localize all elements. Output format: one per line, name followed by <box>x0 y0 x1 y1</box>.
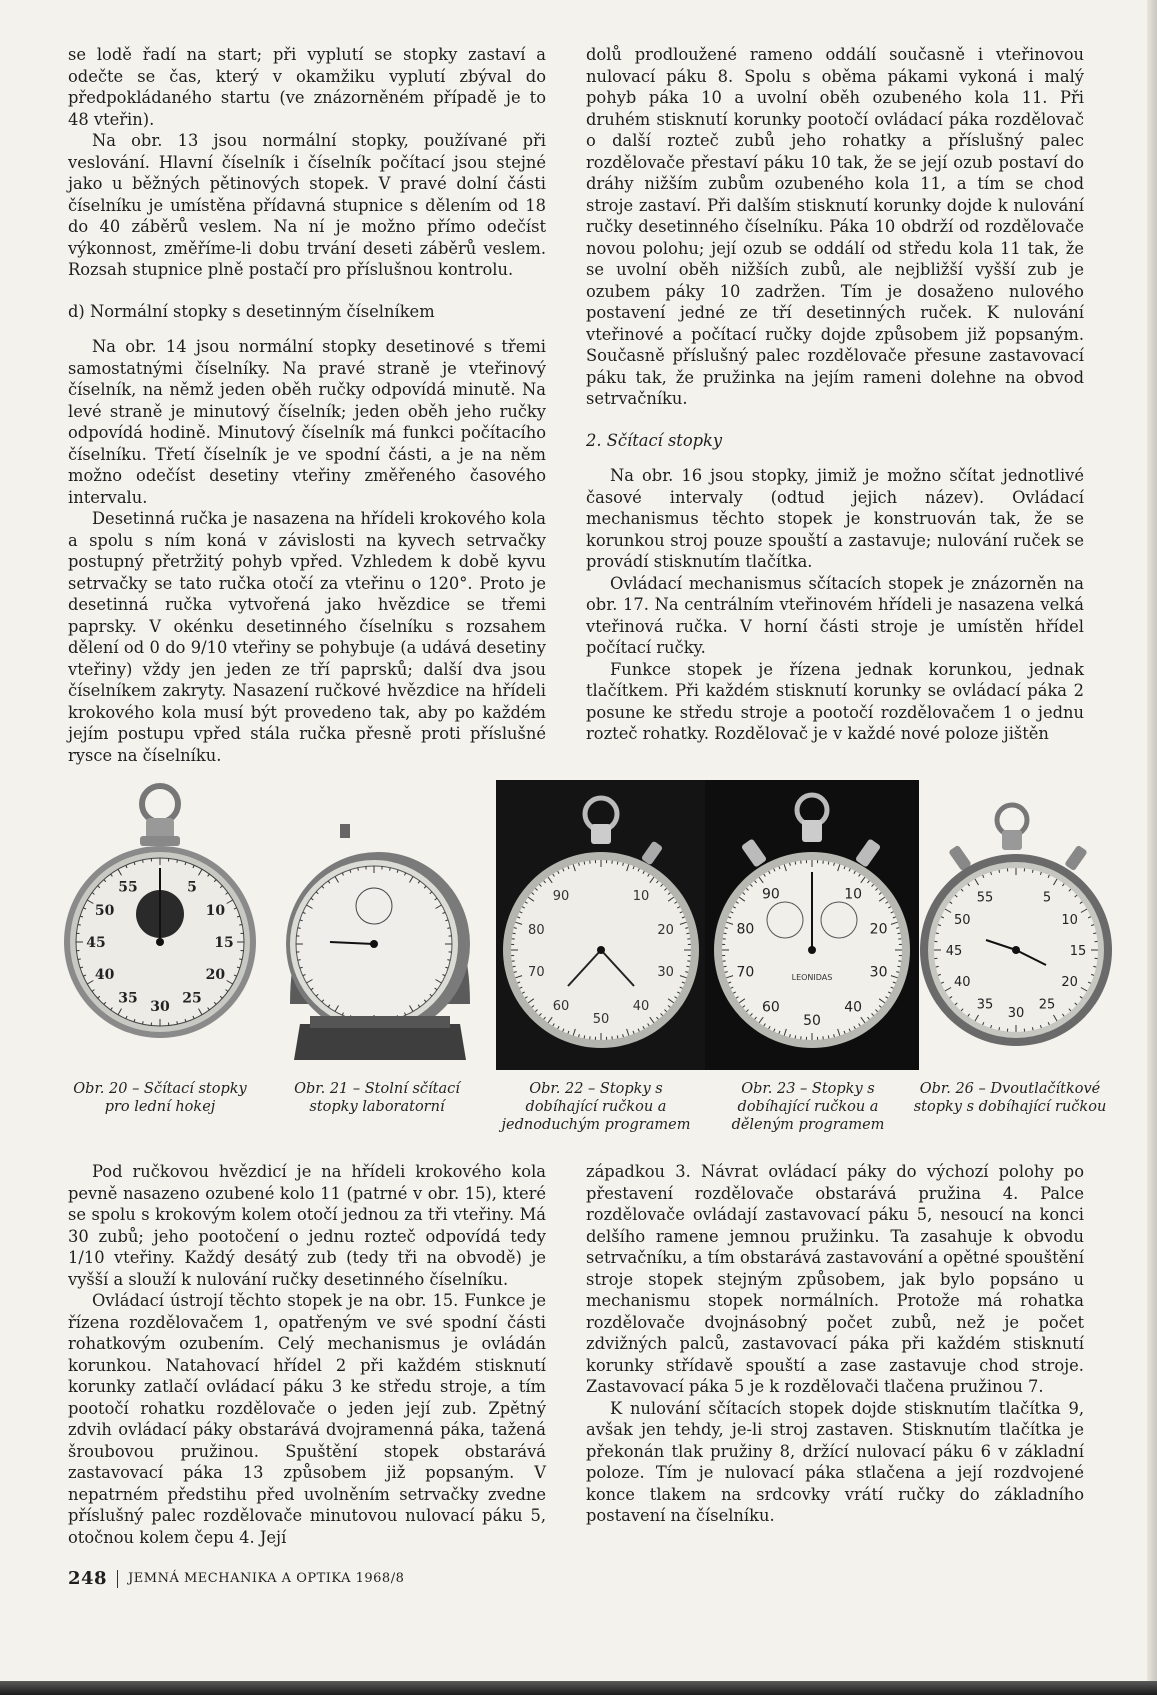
section-heading-2: 2. Sčítací stopky <box>586 430 723 450</box>
dial-numeral: 10 <box>1061 913 1078 928</box>
dial-numeral: 30 <box>657 965 674 981</box>
dial-numeral: 40 <box>94 967 115 983</box>
page-footer <box>68 1568 404 1589</box>
dial-tick <box>390 868 391 871</box>
dial-numeral: 45 <box>86 935 106 951</box>
dial-tick <box>177 1021 178 1024</box>
paragraph: západkou 3. Návrat ovládací páky do výchozí polohy po přestavení rozdělovače obstarává pružina 4. Palce rozdělovače ovládají zastavovací páku 5, nesoucí na konci delšího ramene jemnou pružinku. Ta zasahuje k obvodu setrvačníku, a tím obstarává zastavování a opětné spouštění stroje stopek stejným způsobem, jak bylo popsáno u mechanismu stopek normálních. Protože má rohatka rozdělovače dvojnásobný počet zubů, než je počet zdvižných palců, zastavovací páka při každém stisknutí korunky střídavě spouští a zase zastavuje chod stroje. Zastavovací páka 5 je k rozdělovači tlačena pružinou 7. <box>586 1162 1084 1396</box>
dial-tick <box>298 928 301 929</box>
dial-tick <box>999 870 1000 873</box>
dial-numeral: 80 <box>736 921 755 938</box>
text-column-top-right <box>586 44 1084 745</box>
dial-numeral: 90 <box>552 888 570 904</box>
dial-numeral: 60 <box>761 999 780 1016</box>
dial-numeral: 55 <box>976 890 994 906</box>
dial-tick <box>795 1035 796 1038</box>
paragraph: Ovládací ústrojí těchto stopek je na obr. 15. Funkce je řízena rozdělovačem 1, opatřeným ve své spodní části rohatkovým ozubením. Celý mechanismus je ovládán korunkou. Natahovací hřídel 2 při každém stisknutí korunky zatlačí ovládací páku 3 ke středu stroje, a tím pootočí rohatku rozdělovače o jeden její zub. Zpětný zdvih ovládací páky obstarává dvojramenná páka, tažená šroubovou pružinou. Spuštění stopek obstarává zastavovací páka 13 způsobem již popsaným. V nepatrném předstihu před uvolněním setrvačky zvedne příslušný palec rozdělovače minutovou nulovací páku 5, otočnou kolem čepu 4. Její <box>68 1291 546 1547</box>
table-stopwatch-photo-21 <box>270 824 480 1062</box>
dial-numeral: 20 <box>205 967 226 983</box>
paragraph: Pod ručkovou hvězdicí je na hřídeli krokového kola pevně nasazeno ozubené kolo 11 (patrné v obr. 15), které se spolu s krokovým kolem otočí jednou za tři vteřiny. Má 30 zubů; jeho pootočení o jednu rozteč odpovídá tedy 1/10 vteřiny. Každý desátý zub (tedy tři na obvodě) je vyšší a slouží k nulování ručky desetinného číselníku. <box>68 1162 546 1289</box>
dial-tick <box>999 1027 1000 1030</box>
dial-tick <box>897 933 900 934</box>
section-heading-d: d) Normální stopky s desetinným číselníkem <box>68 301 435 321</box>
figure-caption-26: Obr. 26 – Dvoutlačítkové stopky s dobíhající ručkou <box>913 1081 1107 1115</box>
dial-numeral: 50 <box>954 913 971 928</box>
figure-caption-20: Obr. 20 – Sčítací stopky pro lední hokej <box>73 1081 247 1115</box>
dial-tick <box>177 860 178 863</box>
dial-tick <box>447 928 450 929</box>
dial-numeral: 20 <box>869 921 888 938</box>
dial-tick <box>513 966 516 967</box>
dial-tick <box>239 925 242 926</box>
paragraph: Ovládací mechanismus sčítacích stopek je znázorněn na obr. 17. Na centrálním vteřinovém hřídeli je nasazena velká vteřinová ručka. V horní části stroje je umístěn hřídel počítací ručky. <box>586 573 1084 657</box>
dial-numeral: 45 <box>945 944 963 959</box>
dial-tick <box>795 862 796 865</box>
text-column-bottom-right <box>586 1161 1084 1527</box>
dial-tick <box>617 1035 618 1038</box>
dial-tick <box>239 959 242 960</box>
dial-tick <box>78 925 81 926</box>
stopwatch-photo-23 <box>705 780 919 1070</box>
dial-numeral: 15 <box>1069 944 1087 959</box>
paragraph: Desetinná ručka je nasazena na hřídeli krokového kola a spolu s ním koná v závislosti na kyvech setrvačky postupný přetržitý pohyb vpřed. Vzhledem k době kyvu setrvačky se tato ručka otočí za vteřinu o 120°. Proto je desetinná ručka vytvořená jako hvězdice se třemi paprsky. V okénku desetinného číselníku s rozsahem dělení od 0 do 9/10 vteřiny se pohybuje (a udává desetiny vteřiny) vždy jen jeden ze tří paprsků; další dva jsou číselníkem zakryty. Nasazení ručkové hvězdice na hřídeli krokového kola musí být provedeno tak, aby po každém jejím postupu vpřed stála ručka přesně proti příslušné rysce na číselníku. <box>68 509 546 765</box>
paragraph: Na obr. 16 jsou stopky, jimiž je možno sčítat jednotlivé časové intervaly (odtud jejich název). Ovládací mechanismus těchto stopek je konstruován tak, že se korunkou stroj pouze spouští a zastavuje; nulování ruček se provádí stisknutím tlačítka. <box>586 466 1084 571</box>
footer-divider <box>117 1570 118 1588</box>
dial-numeral: 40 <box>632 999 650 1015</box>
dial-numeral: 70 <box>528 965 545 981</box>
dial-numeral: 50 <box>803 1013 821 1029</box>
dial-numeral: 5 <box>187 879 197 896</box>
photo-strip <box>60 780 1090 1070</box>
paragraph: dolů prodloužené rameno oddálí současně i vteřinovou nulovací páku 8. Spolu s oběma pákami vykoná i malý pohyb páka 10 a uvolní oběh ozubeného kola 11. Při druhém stisknutí korunky pootočí ovládací páka rozdělovač o další rozteč zubů jeho rohatky a příslušný palec rozdělovače přestaví páku 10 tak, že se její ozub postaví do dráhy nižším zubům ozubeného kola 11, a tím se chod stroje zastaví. Při dalším stisknutí korunky dojde k nulování ručky desetinného číselníku. Páka 10 obdrží od rozdělovače novou polohu; její ozub se oddálí od středu kola 11 tak, že se uvolní oběh nižších zubů, ale nejbližší vyšší zub je ozubem páky 10 zadržen. Tím je dosaženo nulového postavení jedné ze tří desetinných ruček. K nulování vteřinové a počítací ručky dojde způsobem již popsaným. Současně příslušný palec rozdělovače přesune zastavovací páku tak, že pružinka na jejím rameni dolehne na obvod setrvačníku. <box>586 45 1084 408</box>
dial-numeral: 40 <box>844 999 863 1016</box>
dial-numeral: 50 <box>94 903 115 919</box>
dial-numeral: 90 <box>761 886 780 903</box>
dial-tick <box>897 966 900 967</box>
dial-tick <box>584 862 585 865</box>
dial-numeral: 10 <box>844 886 863 903</box>
paragraph: K nulování sčítacích stopek dojde stisknutím tlačítka 9, avšak jen tehdy, je-li stroj zastaven. Stisknutím tlačítka je překonán tlak pružiny 8, držící nulovací páku 6 v základní poloze. Tím je nulovací páka stlačena a její rozdvojené konce tlakem na srdcovky vrátí ručky do základního postavení na číselníku. <box>586 1398 1084 1525</box>
dial-tick <box>143 860 144 863</box>
dial-numeral: 40 <box>954 975 971 990</box>
stopwatch-photo-22 <box>496 780 707 1070</box>
dial-numeral: 20 <box>657 922 674 938</box>
dial-tick <box>298 960 301 961</box>
dial-tick <box>143 1021 144 1024</box>
dial-numeral: 30 <box>1007 1006 1025 1021</box>
dial-numeral: 50 <box>592 1012 610 1027</box>
dial-numeral: 55 <box>118 879 138 896</box>
paragraph: Funkce stopek je řízena jednak korunkou, jednak tlačítkem. Při každém stisknutí korunky se ovládací páka 2 posune ke středu stroje a pootočí rozdělovačem 1 o jednu rozteč rohatky. Rozdělovač je v každé nové poloze jištěn <box>586 659 1084 743</box>
dial-tick <box>1032 870 1033 873</box>
dial-numeral: 5 <box>1042 890 1052 906</box>
paragraph: Na obr. 13 jsou normální stopky, používané při veslování. Hlavní číselník i číselník počítací jsou stejné jako u běžných pětinových stopek. V pravé dolní části číselníku je umístěna přídavná stupnice s dělením od 18 do 40 záběrů veslem. Na ní je možno přímo odečíst výkonnost, změříme-li dobu trvání deseti záběrů veslem. Rozsah stupnice plně postačí pro příslušnou kontrolu. <box>68 131 546 279</box>
dial-numeral: 70 <box>736 964 755 981</box>
dial-tick <box>584 1035 585 1038</box>
dial-numeral: 20 <box>1061 975 1078 990</box>
dial-numeral: 25 <box>182 990 202 1007</box>
dial-tick <box>828 1035 829 1038</box>
dial-numeral: 35 <box>976 997 994 1013</box>
dial-numeral: 15 <box>214 935 234 951</box>
figure-caption-22: Obr. 22 – Stopky s dobíhající ručkou a jednoduchým programem <box>501 1081 691 1133</box>
dial-numeral: 10 <box>632 888 650 904</box>
dial-tick <box>1093 933 1096 934</box>
page-number: 248 <box>68 1568 108 1589</box>
dial-tick <box>1093 966 1096 967</box>
dial-numeral: 60 <box>552 999 570 1015</box>
text-column-bottom-left <box>68 1161 546 1548</box>
dial-numeral: 30 <box>869 964 888 981</box>
figure-caption-21: Obr. 21 – Stolní sčítací stopky laboratorní <box>294 1081 460 1115</box>
dial-tick <box>358 868 359 871</box>
paragraph: se lodě řadí na start; při vyplutí se stopky zastaví a odečte se čas, který v okamžiku vyplutí zbýval do předpokládaného startu (ve znázorněném případě je to 48 vteřin). <box>68 45 546 129</box>
dial-numeral: 10 <box>205 903 226 919</box>
journal-title: JEMNÁ MECHANIKA A OPTIKA 1968/8 <box>128 1571 405 1586</box>
dial-tick <box>617 862 618 865</box>
figure-caption-23: Obr. 23 – Stopky s dobíhající ručkou a děleným programem <box>731 1081 885 1133</box>
dial-tick <box>78 959 81 960</box>
page-edge-shadow <box>1147 0 1157 1695</box>
dial-tick <box>1032 1027 1033 1030</box>
dial-numeral: 25 <box>1038 997 1056 1013</box>
stopwatch-photo-26 <box>920 790 1120 1060</box>
stopwatch-photo-20 <box>60 782 260 1058</box>
dial-tick <box>686 966 689 967</box>
scan-bottom-edge <box>0 1681 1157 1695</box>
dial-tick <box>686 933 689 934</box>
dial-numeral: 35 <box>118 990 138 1007</box>
dial-numeral: 30 <box>150 999 170 1015</box>
dial-tick <box>724 966 727 967</box>
dial-tick <box>936 933 939 934</box>
text-column-top-left <box>68 44 546 766</box>
paragraph: Na obr. 14 jsou normální stopky desetinové s třemi samostatnými číselníky. Na pravé straně je vteřinový číselník, na němž jeden oběh ručky odpovídá minutě. Na levé straně je minutový číselník; jeden oběh jeho ručky odpovídá hodině. Minutový číselník má funkci počítacího číselníku. Třetí číselník je ve spodní části, a je na něm možno odečíst desetiny vteřiny změřeného časového intervalu. <box>68 337 546 507</box>
dial-tick <box>724 933 727 934</box>
dial-numeral: 80 <box>528 922 545 938</box>
brand-label: LEONIDAS <box>791 973 833 982</box>
dial-tick <box>828 862 829 865</box>
dial-tick <box>447 960 450 961</box>
dial-tick <box>513 933 516 934</box>
dial-tick <box>936 966 939 967</box>
